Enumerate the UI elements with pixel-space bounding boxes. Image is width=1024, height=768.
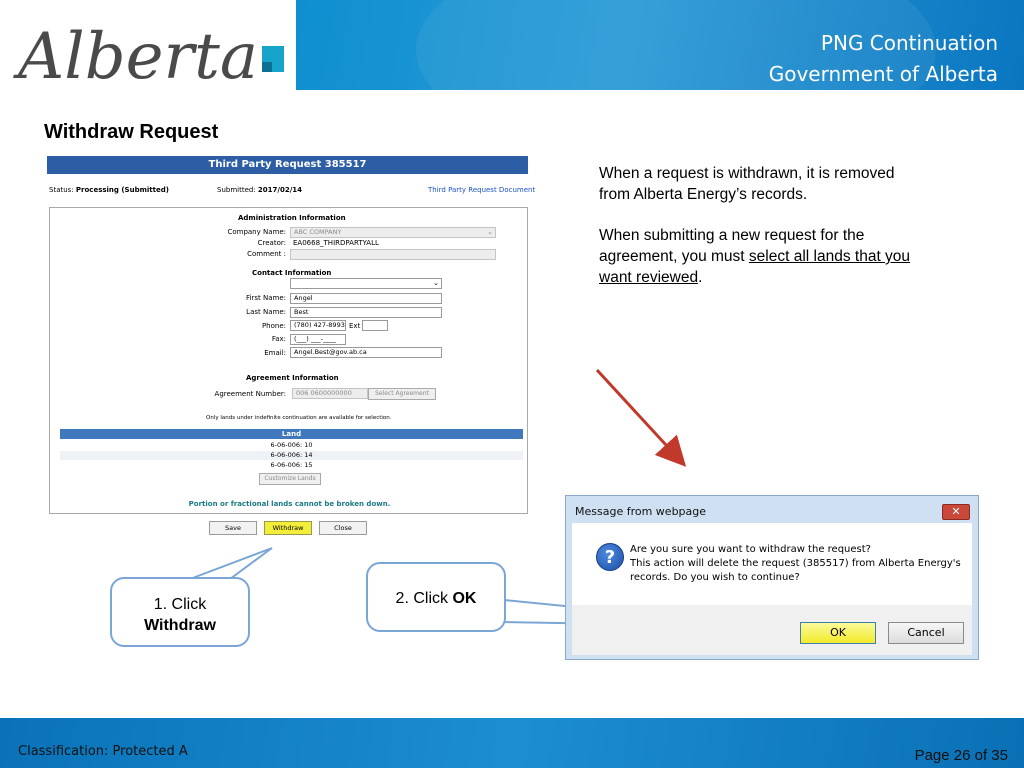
- dialog-close-button[interactable]: ✕: [942, 504, 970, 520]
- portion-note: Portion or fractional lands cannot be broken down.: [188, 500, 391, 508]
- request-title: Third Party Request 385517: [47, 156, 528, 174]
- step1-callout: 1. Click Withdraw: [110, 577, 250, 647]
- creator-value: EA0668_THIRDPARTYALL: [293, 239, 379, 247]
- classification-label: Classification: Protected A: [18, 744, 188, 759]
- page-number: Page 26 of 35: [914, 747, 1008, 764]
- company-select[interactable]: ABC COMPANY ⌄: [290, 227, 496, 238]
- agreement-section-title: Agreement Information: [246, 374, 339, 382]
- chevron-down-icon: ⌄: [487, 228, 493, 236]
- ext-label: Ext: [349, 322, 361, 330]
- comment-label: Comment :: [247, 250, 286, 258]
- first-name-field[interactable]: Angel: [290, 293, 442, 304]
- request-document-link[interactable]: Third Party Request Document: [428, 186, 536, 194]
- first-name-label: First Name:: [246, 294, 286, 302]
- instruction-paragraph-1: When a request is withdrawn, it is removed from Alberta Energy’s records.: [599, 165, 895, 203]
- company-label: Company Name:: [227, 228, 286, 236]
- red-arrow: [597, 370, 678, 458]
- email-field[interactable]: Angel.Best@gov.ab.ca: [290, 347, 442, 358]
- header-title: PNG Continuation: [820, 31, 998, 55]
- confirm-dialog: [565, 495, 979, 660]
- select-agreement-button[interactable]: Select Agreement: [368, 388, 436, 400]
- land-row[interactable]: 6-06-006: 14: [60, 451, 523, 460]
- contact-section-title: Contact Information: [252, 269, 332, 277]
- withdraw-button[interactable]: Withdraw: [264, 521, 312, 535]
- last-name-label: Last Name:: [246, 308, 286, 316]
- email-label: Email:: [264, 349, 286, 357]
- fax-field[interactable]: (___) ___-____: [290, 334, 346, 345]
- instruction-emphasis: select all lands that you want reviewed: [599, 248, 911, 286]
- admin-section-title: Administration Information: [238, 214, 346, 222]
- instruction-paragraph-2: When submitting a new request for the agreement, you must select all lands that you want reviewed.: [599, 227, 911, 286]
- save-button[interactable]: Save: [209, 521, 257, 535]
- land-row[interactable]: 6-06-006: 10: [270, 441, 313, 449]
- last-name-field[interactable]: Best: [290, 307, 442, 318]
- agreement-field[interactable]: 006 0600000000: [292, 388, 368, 399]
- ok-button[interactable]: OK: [800, 622, 876, 644]
- callout1-pointer: [190, 548, 272, 579]
- close-button[interactable]: Close: [319, 521, 367, 535]
- status-info: Status: Processing (Submitted): [49, 186, 169, 194]
- dialog-body: [572, 523, 972, 605]
- creator-label: Creator:: [257, 239, 286, 247]
- submitted-info: Submitted: 2017/02/14: [217, 186, 302, 194]
- dialog-message: Are you sure you want to withdraw the request? This action will delete the request (385517) from Alberta Energy's records. Do you wish to continue?: [630, 544, 961, 583]
- chevron-down-icon: ⌄: [433, 279, 439, 287]
- footer-band: [0, 718, 1024, 768]
- page-title: Withdraw Request: [44, 121, 219, 143]
- header-subtitle: Government of Alberta: [768, 62, 998, 86]
- agreement-label: Agreement Number:: [214, 390, 286, 398]
- question-icon: ?: [596, 543, 624, 571]
- phone-label: Phone:: [261, 322, 286, 330]
- land-row[interactable]: 6-06-006: 15: [270, 461, 313, 469]
- step2-callout: 2. Click OK: [366, 562, 506, 632]
- dialog-title: Message from webpage: [575, 505, 707, 518]
- customize-lands-button[interactable]: Customize Lands: [259, 473, 321, 485]
- alberta-logo-text: Alberta: [18, 20, 258, 90]
- phone-field[interactable]: (780) 427-8993: [290, 320, 346, 331]
- lands-note: Only lands under indefinite continuation are available for selection.: [206, 415, 392, 421]
- cancel-button[interactable]: Cancel: [888, 622, 964, 644]
- fax-label: Fax:: [271, 335, 286, 343]
- land-table-header: Land: [60, 429, 523, 439]
